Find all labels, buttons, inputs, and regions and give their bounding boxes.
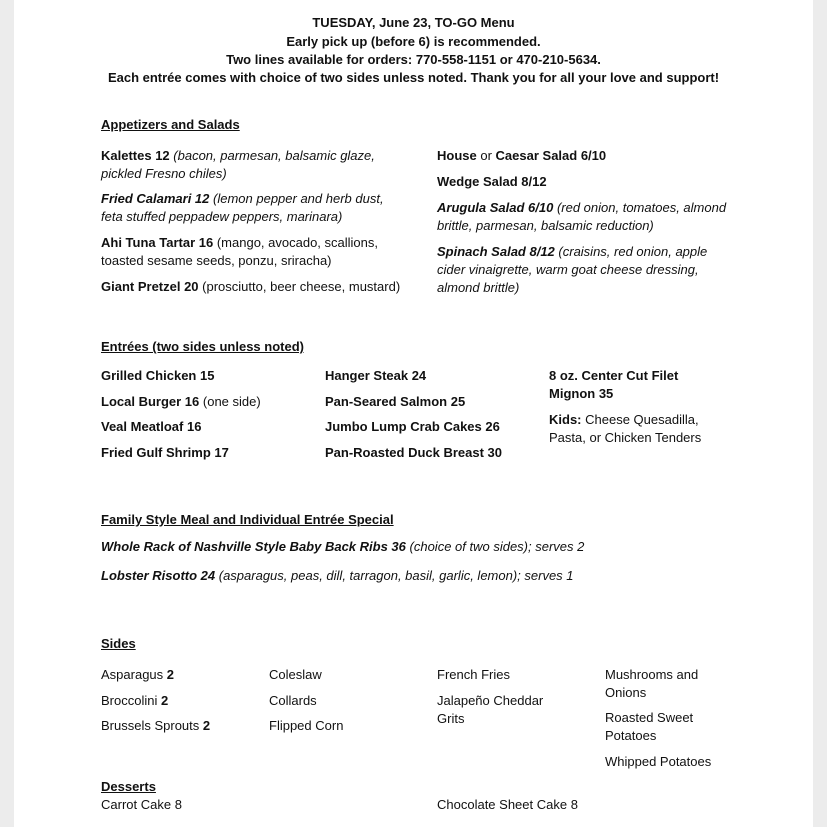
entree-item: Jumbo Lump Crab Cakes 26	[325, 419, 500, 434]
side-item: Asparagus 2	[101, 667, 175, 682]
side-item: Coleslaw	[269, 667, 322, 682]
salad-item: House or Caesar Salad 6/10	[437, 148, 607, 163]
sides-heading: Sides	[101, 636, 136, 651]
side-item: Broccolini 2	[101, 693, 169, 708]
side-item: Flipped Corn	[269, 718, 344, 733]
desserts-heading: Desserts	[101, 779, 156, 794]
entree-item: Hanger Steak 24	[325, 368, 427, 383]
family-style-heading: Family Style Meal and Individual Entrée Special	[101, 512, 394, 527]
entree-item: 8 oz. Center Cut Filet Mignon 35	[549, 368, 679, 401]
side-item: Whipped Potatoes	[605, 754, 712, 769]
pickup-note: Early pick up (before 6) is recommended.	[286, 34, 541, 49]
appetizer-item: Ahi Tuna Tartar 16 (mango, avocado, scallions, toasted sesame seeds, ponzu, sriracha)	[101, 235, 378, 268]
special-item: Whole Rack of Nashville Style Baby Back Ribs 36 (choice of two sides); serves 2	[101, 539, 585, 554]
sides-note: Each entrée comes with choice of two sides unless noted. Thank you for all your love and support!	[107, 70, 720, 85]
salad-item: Spinach Salad 8/12 (craisins, red onion, apple cider vinaigrette, warm goat cheese dressing, almond brittle)	[437, 244, 708, 295]
special-item: Lobster Risotto 24 (asparagus, peas, dill, tarragon, basil, garlic, lemon); serves 1	[101, 568, 574, 583]
order-phone-lines: Two lines available for orders: 770-558-1151 or 470-210-5634.	[226, 52, 601, 67]
entree-item: Pan-Roasted Duck Breast 30	[325, 445, 503, 460]
dessert-item: Carrot Cake 8	[101, 797, 182, 812]
entree-item: Pan-Seared Salmon 25	[325, 394, 466, 409]
appetizer-item: Kalettes 12 (bacon, parmesan, balsamic glaze, pickled Fresno chiles)	[101, 148, 375, 181]
entree-item: Local Burger 16 (one side)	[101, 394, 261, 409]
side-item: Roasted Sweet Potatoes	[605, 710, 694, 743]
entrees-heading: Entrées (two sides unless noted)	[101, 339, 304, 354]
entree-item: Grilled Chicken 15	[101, 368, 215, 383]
appetizer-item: Giant Pretzel 20 (prosciutto, beer cheese, mustard)	[101, 279, 401, 294]
salad-item: Wedge Salad 8/12	[437, 174, 547, 189]
appetizer-item: Fried Calamari 12 (lemon pepper and herb dust, feta stuffed peppadew peppers, marinara)	[101, 191, 384, 224]
side-item: Jalapeño Cheddar Grits	[437, 693, 544, 726]
entree-item: Fried Gulf Shrimp 17	[101, 445, 229, 460]
side-item: Mushrooms and Onions	[605, 667, 699, 700]
menu-title: TUESDAY, June 23, TO-GO Menu	[312, 15, 515, 30]
appetizers-heading: Appetizers and Salads	[101, 117, 240, 132]
salad-item: Arugula Salad 6/10 (red onion, tomatoes, almond brittle, parmesan, balsamic reduction)	[437, 200, 727, 233]
side-item: Brussels Sprouts 2	[101, 718, 211, 733]
side-item: French Fries	[437, 667, 510, 682]
side-item: Collards	[269, 693, 317, 708]
kids-menu: Kids: Cheese Quesadilla, Pasta, or Chicken Tenders	[549, 412, 702, 445]
dessert-item: Chocolate Sheet Cake 8	[437, 797, 578, 812]
entree-item: Veal Meatloaf 16	[101, 419, 202, 434]
